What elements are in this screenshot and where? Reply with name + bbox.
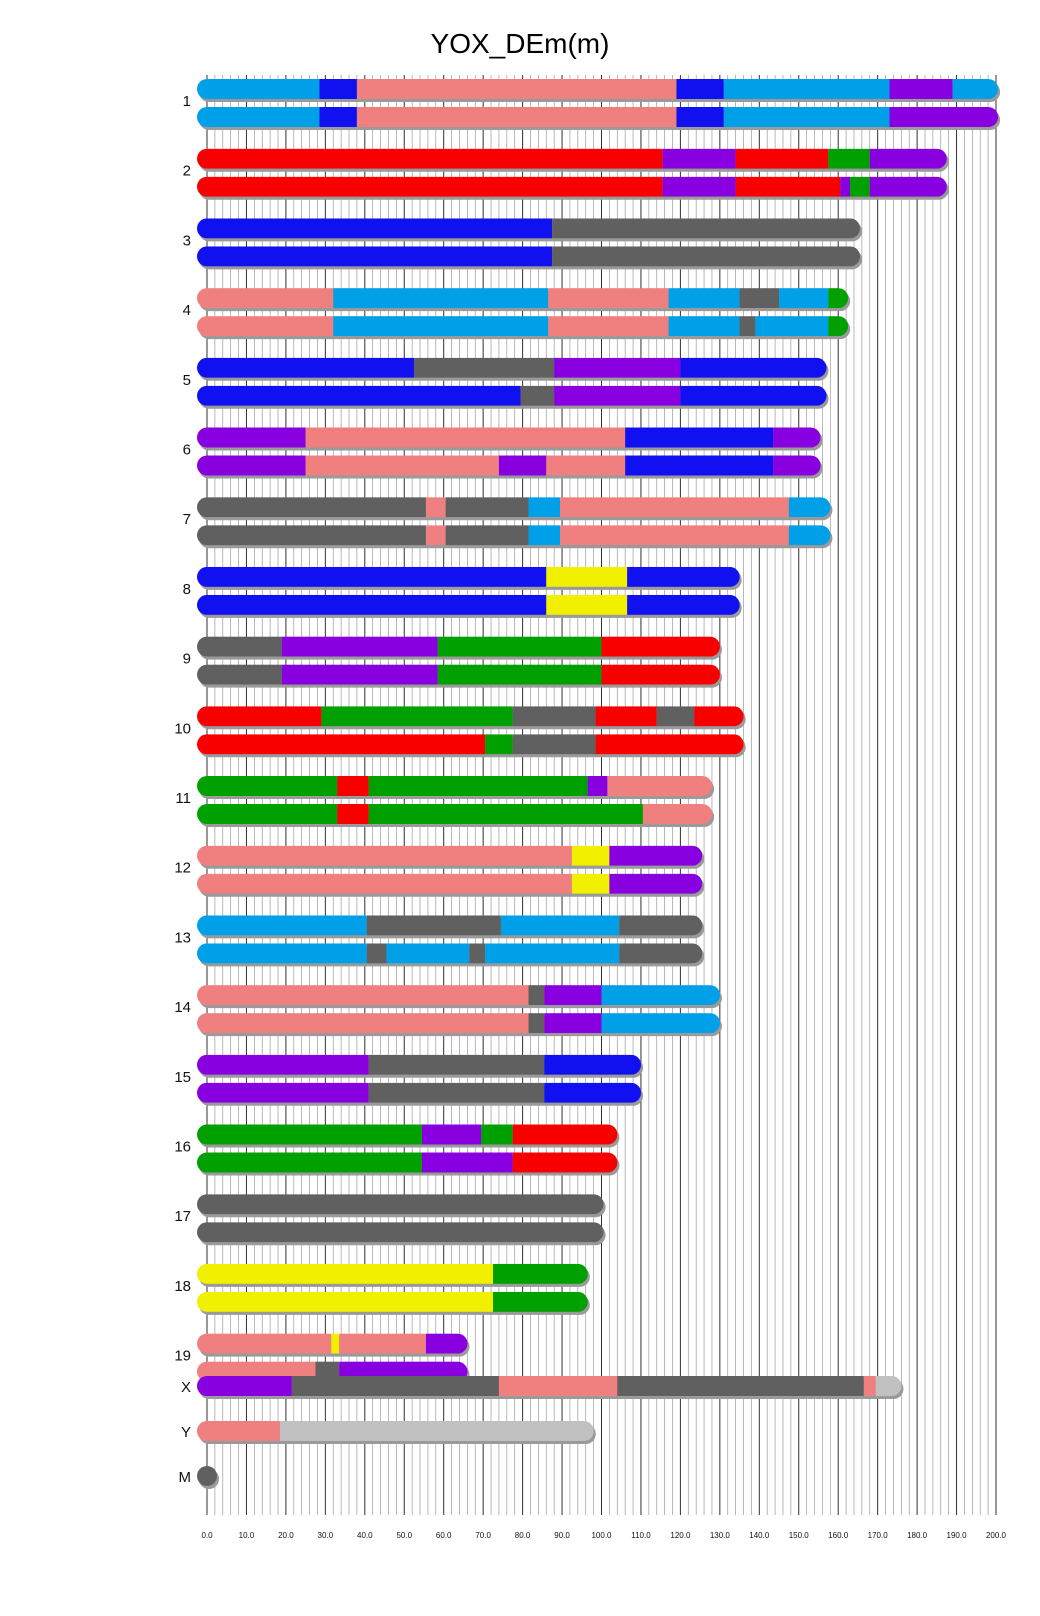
ancestry-segment bbox=[529, 1013, 545, 1033]
ancestry-segment bbox=[485, 734, 513, 754]
ancestry-segment bbox=[333, 316, 548, 336]
chromosome-13-homolog-2 bbox=[197, 943, 702, 963]
ancestry-segment bbox=[319, 107, 356, 127]
ancestry-segment bbox=[544, 1055, 641, 1075]
ancestry-segment bbox=[280, 1421, 594, 1441]
ancestry-segment bbox=[676, 79, 723, 99]
ancestry-segment bbox=[369, 1083, 545, 1103]
ancestry-segment bbox=[493, 1264, 588, 1284]
ancestry-segment bbox=[197, 149, 663, 169]
chromosome-3-homolog-2 bbox=[197, 246, 860, 266]
ancestry-segment bbox=[627, 567, 740, 587]
chromosome-9-homolog-1 bbox=[197, 637, 720, 657]
ancestry-segment bbox=[588, 776, 608, 796]
ancestry-segment bbox=[438, 665, 602, 685]
ancestry-segment bbox=[197, 525, 426, 545]
ancestry-segment bbox=[548, 316, 668, 336]
chromosome-15-homolog-1 bbox=[197, 1055, 641, 1075]
chromosome-12-homolog-2 bbox=[197, 874, 702, 894]
x-tick-label: 190.0 bbox=[946, 1531, 967, 1540]
chromosome-16-homolog-1 bbox=[197, 1125, 617, 1145]
chromosome-2-homolog-1 bbox=[197, 149, 947, 169]
chromosome-label: 10 bbox=[174, 720, 191, 738]
ancestry-segment bbox=[602, 985, 720, 1005]
ancestry-segment bbox=[513, 734, 596, 754]
ancestry-segment bbox=[953, 79, 999, 99]
ancestry-segment bbox=[596, 706, 657, 726]
chromosome-5-homolog-2 bbox=[197, 386, 827, 406]
ancestry-segment bbox=[513, 706, 596, 726]
ancestry-segment bbox=[773, 428, 820, 448]
ancestry-segment bbox=[197, 1153, 422, 1173]
chromosome-12-homolog-1 bbox=[197, 846, 702, 866]
ancestry-segment bbox=[306, 456, 499, 476]
ancestry-segment bbox=[544, 985, 601, 1005]
ancestry-segment bbox=[602, 665, 720, 685]
chromosome-6-homolog-1 bbox=[197, 428, 821, 448]
ancestry-segment bbox=[197, 943, 367, 963]
ancestry-segment bbox=[755, 316, 828, 336]
chromosome-label: 5 bbox=[182, 371, 191, 389]
ancestry-segment bbox=[357, 79, 677, 99]
chromosome-1-homolog-1 bbox=[197, 79, 998, 99]
ancestry-segment bbox=[643, 804, 712, 824]
x-tick-label: 90.0 bbox=[554, 1531, 570, 1540]
chromosome-18-homolog-2 bbox=[197, 1292, 588, 1312]
ancestry-segment bbox=[676, 107, 723, 127]
chromosome-1-homolog-2 bbox=[197, 107, 998, 127]
chromosome-label: 6 bbox=[182, 441, 191, 459]
chromosome-label: 14 bbox=[174, 999, 191, 1017]
ancestry-segment bbox=[337, 804, 369, 824]
chromosome-label: 11 bbox=[175, 790, 191, 807]
ancestry-segment bbox=[513, 1125, 618, 1145]
chromosome-11-homolog-2 bbox=[197, 804, 712, 824]
x-tick-label: 160.0 bbox=[828, 1531, 849, 1540]
chromosome-10-homolog-1 bbox=[197, 706, 744, 726]
ancestry-segment bbox=[602, 637, 720, 657]
x-tick-label: 200.0 bbox=[985, 1531, 1007, 1540]
ancestry-segment bbox=[501, 915, 619, 935]
x-tick-label: 110.0 bbox=[631, 1531, 651, 1540]
chromosome-label: Y bbox=[180, 1424, 191, 1441]
ancestry-segment bbox=[529, 985, 545, 1005]
ancestry-segment bbox=[694, 706, 743, 726]
ancestry-segment bbox=[889, 107, 998, 127]
x-tick-label: 150.0 bbox=[788, 1531, 809, 1540]
ancestry-segment bbox=[548, 288, 668, 308]
chromosome-label: 18 bbox=[174, 1277, 191, 1295]
chromosome-label: X bbox=[180, 1379, 191, 1396]
chromosome-15-homolog-2 bbox=[197, 1083, 641, 1103]
ancestry-segment bbox=[339, 1334, 426, 1354]
ancestry-segment bbox=[319, 79, 356, 99]
ancestry-segment bbox=[657, 706, 694, 726]
ancestry-segment bbox=[544, 1083, 641, 1103]
x-tick-label: 130.0 bbox=[709, 1531, 730, 1540]
ancestry-segment bbox=[619, 915, 702, 935]
chromosome-Y-homolog-1 bbox=[197, 1421, 594, 1441]
ancestry-segment bbox=[554, 358, 680, 378]
ancestry-segment bbox=[197, 316, 333, 336]
chromosome-8-homolog-1 bbox=[197, 567, 740, 587]
chromosome-label: M bbox=[178, 1469, 191, 1486]
ancestry-segment bbox=[197, 734, 485, 754]
ancestry-segment bbox=[607, 776, 712, 796]
ancestry-segment bbox=[197, 218, 552, 238]
ancestry-segment bbox=[609, 846, 702, 866]
chromosome-X-homolog-1 bbox=[197, 1376, 901, 1396]
chromosome-label: 7 bbox=[182, 511, 191, 529]
ancestry-segment bbox=[870, 149, 947, 169]
chromosome-M-homolog-1 bbox=[197, 1466, 217, 1486]
ancestry-segment bbox=[552, 218, 860, 238]
ancestry-segment bbox=[773, 456, 820, 476]
ancestry-segment bbox=[724, 79, 890, 99]
chromosome-18-homolog-1 bbox=[197, 1264, 588, 1284]
chromosome-label: 16 bbox=[174, 1138, 191, 1156]
chromosome-label: 12 bbox=[174, 859, 191, 877]
ancestry-segment bbox=[197, 288, 333, 308]
ancestry-segment bbox=[414, 358, 554, 378]
ancestry-segment bbox=[724, 107, 890, 127]
ancestry-segment bbox=[560, 497, 789, 517]
ancestry-segment bbox=[544, 1013, 601, 1033]
x-tick-label: 80.0 bbox=[514, 1531, 531, 1540]
chromosome-label: 1 bbox=[182, 93, 191, 110]
x-tick-label: 100.0 bbox=[591, 1531, 612, 1540]
ancestry-segment bbox=[197, 846, 572, 866]
x-tick-label: 180.0 bbox=[907, 1531, 928, 1540]
chromosome-7-homolog-2 bbox=[197, 525, 830, 545]
ancestry-segment bbox=[828, 288, 848, 308]
ancestry-segment bbox=[426, 525, 446, 545]
ancestry-segment bbox=[197, 1055, 369, 1075]
ancestry-segment bbox=[367, 943, 387, 963]
chromosome-11-homolog-1 bbox=[197, 776, 712, 796]
chromosome-9-homolog-2 bbox=[197, 665, 720, 685]
ancestry-segment bbox=[197, 456, 306, 476]
ancestry-segment bbox=[197, 428, 306, 448]
ancestry-segment bbox=[197, 706, 321, 726]
ancestry-segment bbox=[197, 637, 282, 657]
chromosome-14-homolog-2 bbox=[197, 1013, 720, 1033]
ancestry-segment bbox=[680, 358, 826, 378]
ancestry-segment bbox=[499, 1376, 617, 1396]
ancestry-segment bbox=[889, 79, 952, 99]
ancestry-segment bbox=[669, 288, 740, 308]
ancestry-segment bbox=[197, 567, 546, 587]
ancestry-segment bbox=[546, 456, 625, 476]
ancestry-segment bbox=[513, 1153, 618, 1173]
chromosome-label: 3 bbox=[182, 232, 191, 250]
chromosome-2-homolog-2 bbox=[197, 177, 947, 197]
ancestry-segment bbox=[282, 665, 438, 685]
chromosome-19-homolog-1 bbox=[197, 1334, 468, 1354]
ancestry-segment bbox=[426, 497, 446, 517]
ancestry-segment bbox=[572, 846, 609, 866]
ancestry-segment bbox=[306, 428, 626, 448]
ancestry-segment bbox=[560, 525, 789, 545]
chromosome-4-homolog-1 bbox=[197, 288, 848, 308]
x-tick-label: 140.0 bbox=[749, 1531, 770, 1540]
chromosome-10-homolog-2 bbox=[197, 734, 744, 754]
ancestry-segment bbox=[197, 386, 521, 406]
chromosome-6-homolog-2 bbox=[197, 456, 821, 476]
ancestry-segment bbox=[609, 874, 702, 894]
x-tick-label: 20.0 bbox=[278, 1531, 294, 1540]
ancestry-segment bbox=[422, 1125, 481, 1145]
ancestry-segment bbox=[197, 246, 552, 266]
ancestry-segment bbox=[779, 288, 828, 308]
ancestry-segment bbox=[521, 386, 555, 406]
x-tick-label: 50.0 bbox=[396, 1531, 413, 1540]
ancestry-segment bbox=[625, 428, 773, 448]
ancestry-segment bbox=[197, 665, 282, 685]
ancestry-segment bbox=[197, 1334, 331, 1354]
ancestry-segment bbox=[197, 1194, 604, 1214]
chromosome-label: 2 bbox=[182, 162, 191, 180]
chromosome-3-homolog-1 bbox=[197, 218, 860, 238]
chromosome-17-homolog-2 bbox=[197, 1222, 604, 1242]
ancestry-segment bbox=[386, 943, 469, 963]
chromosome-label: 8 bbox=[182, 580, 191, 598]
ancestry-segment bbox=[197, 107, 319, 127]
ancestry-segment bbox=[529, 525, 561, 545]
chromosome-7-homolog-1 bbox=[197, 497, 830, 517]
ancestry-segment bbox=[840, 177, 850, 197]
ancestry-segment bbox=[481, 1125, 513, 1145]
chromosome-label: 13 bbox=[174, 929, 191, 947]
ancestry-segment bbox=[627, 595, 740, 615]
ancestry-segment bbox=[740, 288, 779, 308]
ancestry-segment bbox=[197, 1222, 604, 1242]
ancestry-segment bbox=[197, 1376, 292, 1396]
ancestry-segment bbox=[789, 525, 831, 545]
ancestry-segment bbox=[197, 985, 529, 1005]
chromosome-label: 17 bbox=[174, 1208, 191, 1226]
ancestry-segment bbox=[663, 177, 736, 197]
ancestry-segment bbox=[197, 1264, 493, 1284]
ancestry-segment bbox=[197, 874, 572, 894]
ancestry-segment bbox=[369, 1055, 545, 1075]
chromosome-14-homolog-1 bbox=[197, 985, 720, 1005]
ancestry-segment bbox=[485, 943, 619, 963]
ancestry-segment bbox=[197, 1013, 529, 1033]
ancestry-segment bbox=[546, 595, 627, 615]
ancestry-segment bbox=[850, 177, 870, 197]
chromosome-13-homolog-1 bbox=[197, 915, 702, 935]
ancestry-segment bbox=[876, 1376, 902, 1396]
ancestry-segment bbox=[197, 79, 319, 99]
chromosome-5-homolog-1 bbox=[197, 358, 827, 378]
ancestry-segment bbox=[499, 456, 546, 476]
ancestry-segment bbox=[197, 1292, 493, 1312]
x-tick-label: 40.0 bbox=[357, 1531, 373, 1540]
ancestry-segment bbox=[602, 1013, 720, 1033]
x-tick-label: 0.0 bbox=[201, 1531, 213, 1540]
ancestry-segment bbox=[493, 1292, 588, 1312]
ancestry-segment bbox=[663, 149, 736, 169]
chromosome-label: 15 bbox=[174, 1068, 191, 1086]
x-tick-label: 60.0 bbox=[435, 1531, 452, 1540]
ancestry-segment bbox=[469, 943, 485, 963]
ancestry-segment bbox=[369, 776, 588, 796]
chromosome-label: 4 bbox=[182, 302, 191, 320]
chromosome-4-homolog-2 bbox=[197, 316, 848, 336]
ancestry-segment bbox=[197, 177, 663, 197]
ancestry-segment bbox=[197, 595, 546, 615]
chromosome-17-homolog-1 bbox=[197, 1194, 604, 1214]
ancestry-segment bbox=[292, 1376, 499, 1396]
ancestry-segment bbox=[333, 288, 548, 308]
ancestry-segment bbox=[740, 316, 756, 336]
ancestry-segment bbox=[554, 386, 680, 406]
ancestry-segment bbox=[331, 1334, 339, 1354]
ancestry-segment bbox=[367, 915, 501, 935]
ancestry-segment bbox=[446, 525, 529, 545]
ancestry-segment bbox=[197, 497, 426, 517]
ancestry-segment bbox=[197, 358, 414, 378]
ancestry-segment bbox=[422, 1153, 513, 1173]
chromosome-8-homolog-2 bbox=[197, 595, 740, 615]
chart-title: YOX_DEm(m) bbox=[430, 28, 610, 59]
ancestry-segment bbox=[197, 804, 337, 824]
x-tick-label: 170.0 bbox=[867, 1531, 888, 1540]
ancestry-segment bbox=[669, 316, 740, 336]
ancestry-segment bbox=[828, 316, 848, 336]
chromosome-label: 19 bbox=[174, 1347, 191, 1365]
chromosome-label: 9 bbox=[182, 650, 191, 668]
ancestry-segment bbox=[197, 1083, 369, 1103]
ancestry-segment bbox=[197, 915, 367, 935]
x-tick-label: 30.0 bbox=[317, 1531, 334, 1540]
ancestry-segment bbox=[546, 567, 627, 587]
ancestry-segment bbox=[789, 497, 831, 517]
ancestry-segment bbox=[736, 177, 841, 197]
ancestry-segment bbox=[870, 177, 947, 197]
ancestry-segment bbox=[197, 776, 337, 796]
ancestry-segment bbox=[596, 734, 744, 754]
ancestry-segment bbox=[337, 776, 369, 796]
ancestry-segment bbox=[736, 149, 829, 169]
ancestry-segment bbox=[828, 149, 869, 169]
x-tick-label: 120.0 bbox=[670, 1531, 691, 1540]
ancestry-segment bbox=[446, 497, 529, 517]
ancestry-segment bbox=[617, 1376, 864, 1396]
ancestry-segment bbox=[369, 804, 643, 824]
ancestry-segment bbox=[321, 706, 512, 726]
ancestry-segment bbox=[282, 637, 438, 657]
ancestry-segment bbox=[529, 497, 561, 517]
ancestry-segment bbox=[197, 1466, 217, 1486]
ancestry-segment bbox=[438, 637, 602, 657]
ancestry-segment bbox=[572, 874, 609, 894]
chromosome-16-homolog-2 bbox=[197, 1153, 617, 1173]
ancestry-segment bbox=[619, 943, 702, 963]
x-tick-label: 70.0 bbox=[475, 1531, 491, 1540]
x-tick-label: 10.0 bbox=[238, 1531, 255, 1540]
ancestry-segment bbox=[625, 456, 773, 476]
ancestry-segment bbox=[680, 386, 826, 406]
ancestry-segment bbox=[357, 107, 677, 127]
ancestry-segment bbox=[552, 246, 860, 266]
ancestry-segment bbox=[864, 1376, 876, 1396]
ancestry-segment bbox=[197, 1421, 280, 1441]
ancestry-segment bbox=[426, 1334, 468, 1354]
ancestry-segment bbox=[197, 1125, 422, 1145]
